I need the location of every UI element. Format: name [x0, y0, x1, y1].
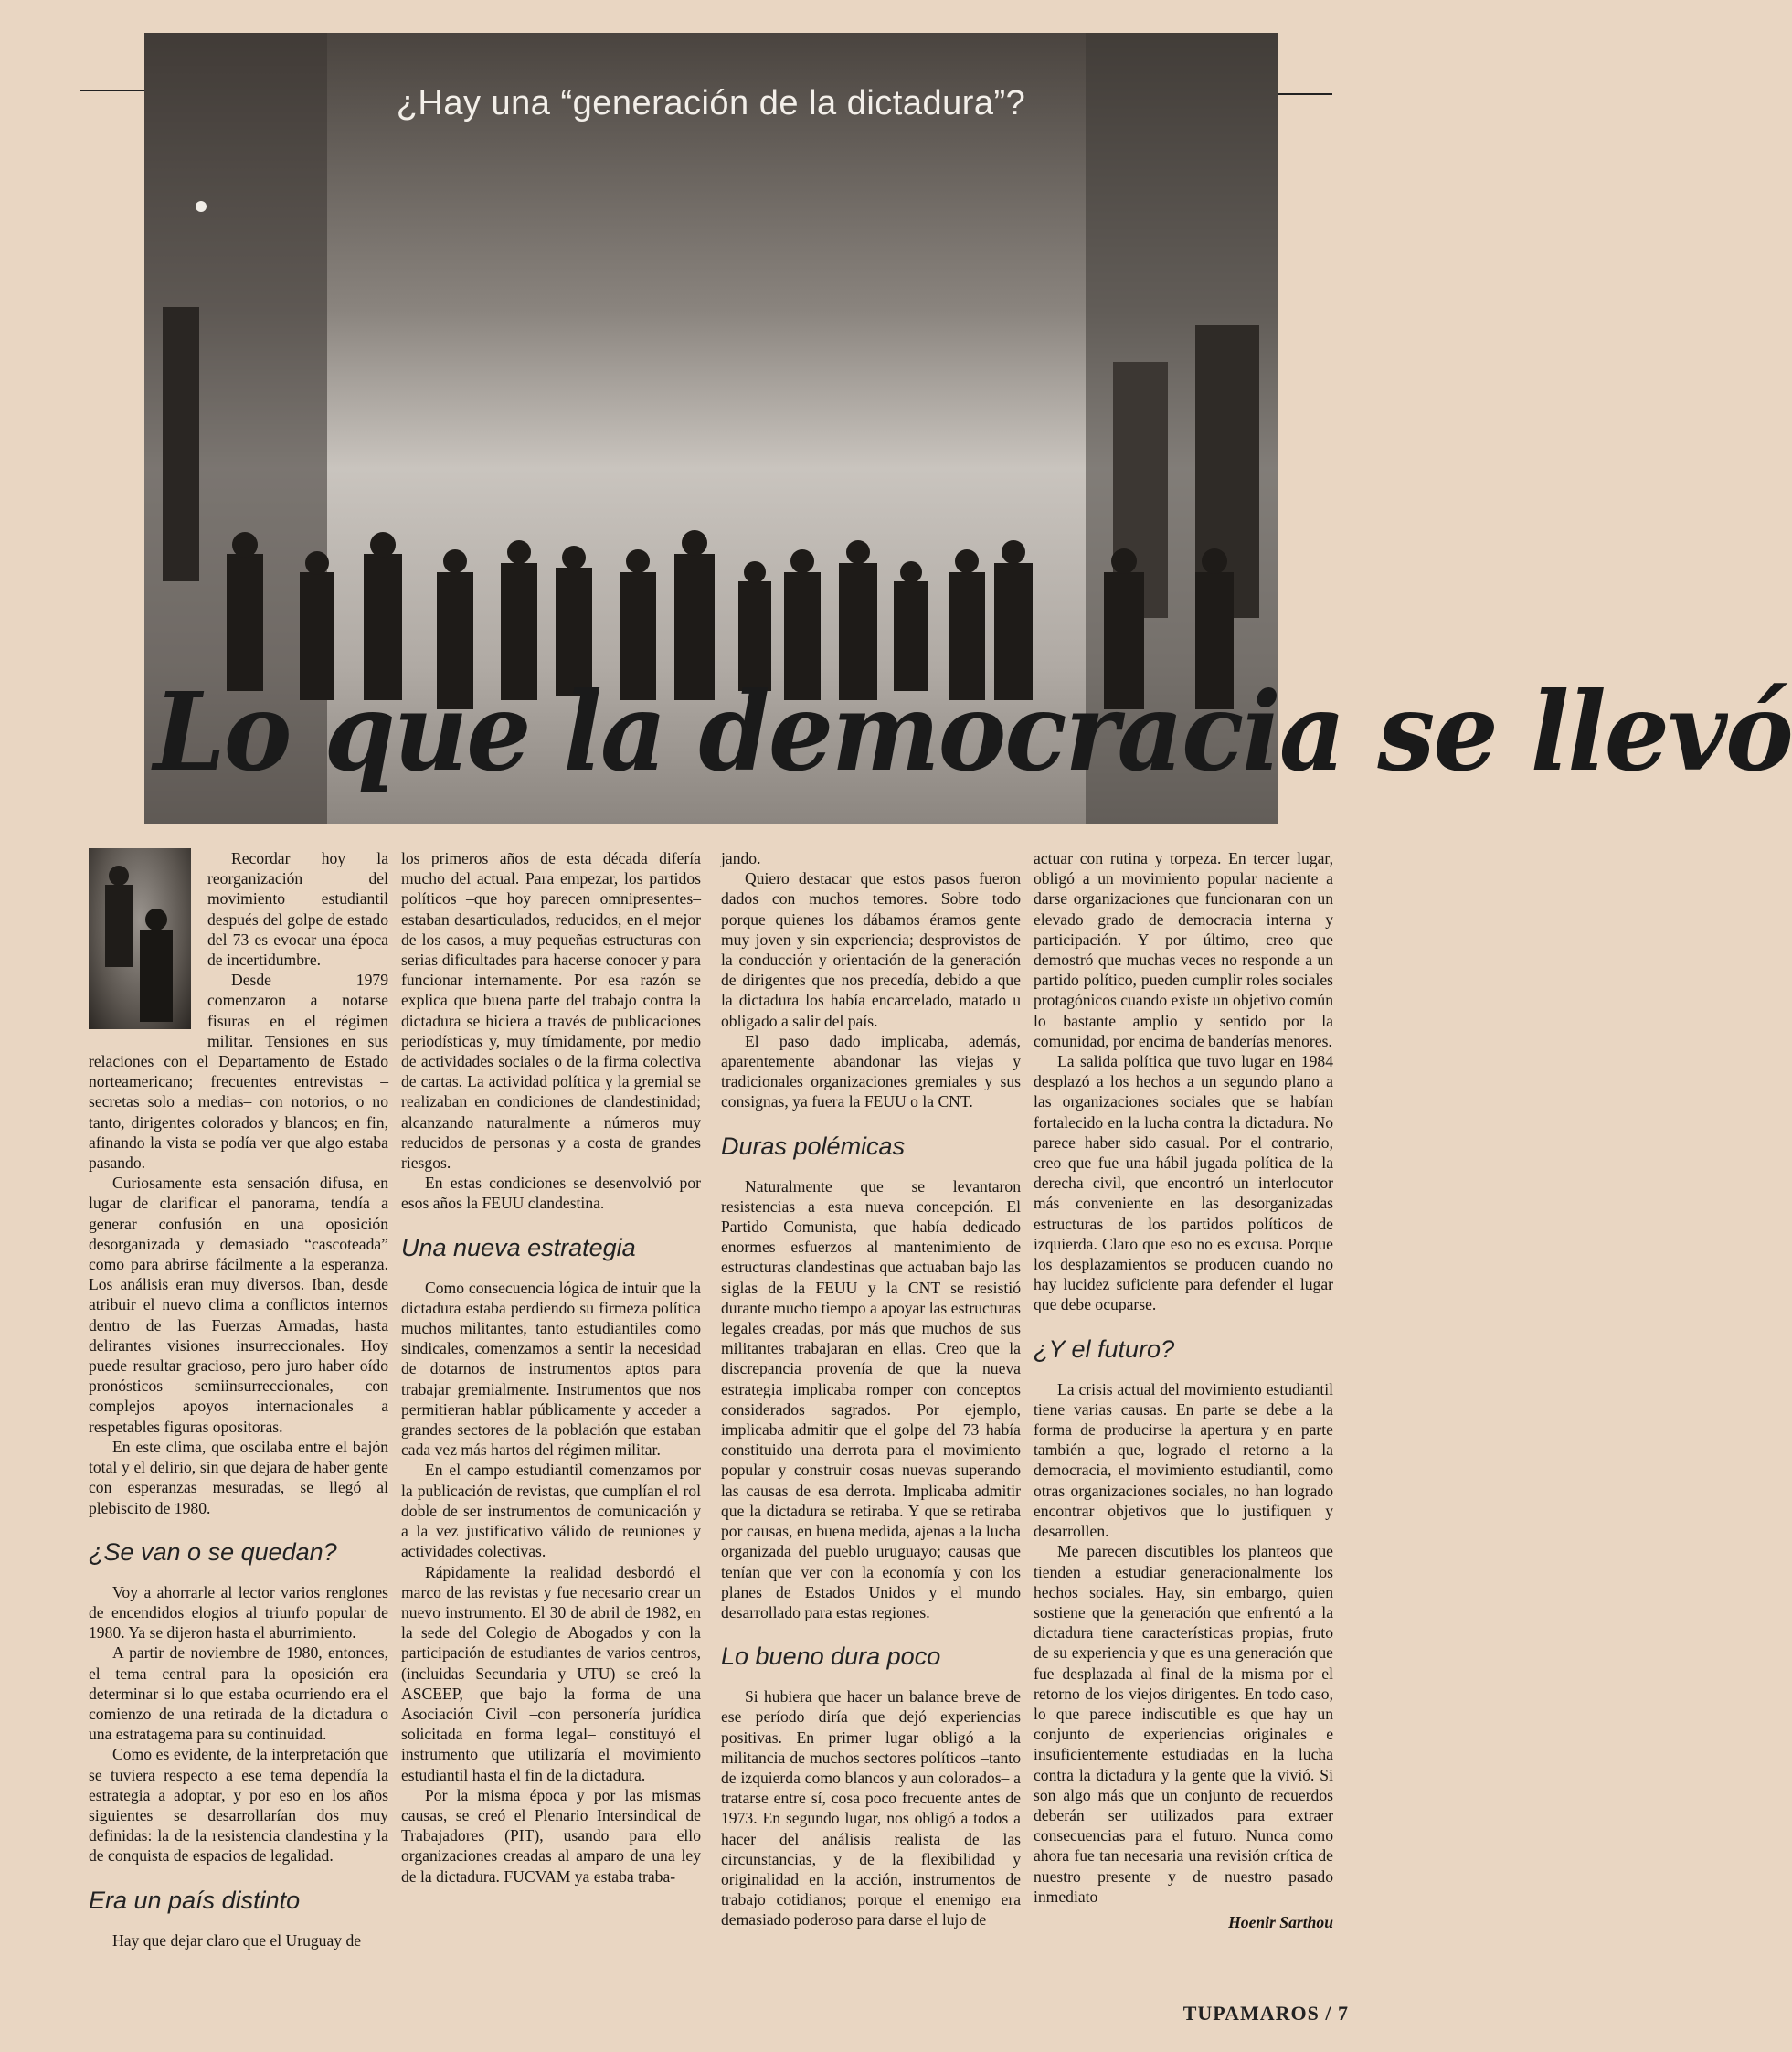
section-heading: Una nueva estrategia	[401, 1233, 636, 1261]
inset-photo	[89, 848, 191, 1029]
body-paragraph: Me parecen discutibles los planteos que tienden a estudiar generacionalmente los hechos sociales. Hay, sin embargo, quien sostiene que la generación que enfrentó a la dictadura tiene características propias, fruto de su experiencia y que es una generación que fue desplazada al final de la misma por el retorno de los viejos dirigentes. En todo caso, lo que parece indiscutible es que hay un conjunto de experiencias originales e insuficientemente estudiadas en la lucha contra la dictadura y la gente que la vivió. Si son algo más que un conjunto de recuerdos deberán ser utilizados para extraer consecuencias para el futuro. Nunca como ahora fue tan necesaria una revisión crítica de nuestro presente y de nuestro pasado inmediato	[1034, 1542, 1333, 1906]
intro-paragraph: Desde 1979 comenzaron a notarse fisuras en el régimen militar. Tensiones en sus relaciones con el Departamento de Estado norteamericano; frecuentes entrevistas –secretas solo a medias– con notorios, o no tanto, dirigentes colorados y blancos; en fin, afinando la vista se podía ver que algo estaba pasando.	[89, 971, 388, 1173]
body-paragraph: El paso dado implicaba, además, aparentemente abandonar las viejas y tradicionales organizaciones gremiales y sus consignas, ya fuera la FEUU o la CNT.	[721, 1031, 1021, 1111]
section-heading: Duras polémicas	[721, 1132, 906, 1160]
body-paragraph: los primeros años de esta década difería mucho del actual. Para empezar, los partidos políticos –que hoy parecen omnipresentes– estaban desarticulados, reducidos, en el mejor de los casos, a muy pequeñas estructuras con serias dificultades para hacerse conocer y para funcionar internamente. Por esa razón se explica que buena parte del trabajo contra la dictadura se hiciera a través de publicaciones periodísticas y, muy tímidamente, por medio de actividades sociales o de la firma colectiva de cartas. La actividad política y la gremial se realizaban en condiciones de clandestinidad; alcanzando naturalmente a números muy reducidos de personas y a costa de grandes riesgos.	[401, 849, 701, 1173]
intro-paragraph: Curiosamente esta sensación difusa, en lugar de clarificar el panorama, tendía a generar confusión en una oposición desorganizada y demasiado “cascoteada” como para abrirse fácilmente a la esperanza. Los análisis eran muy diversos. Iban, desde atribuir el nuevo clima a conflictos internos dentro de las Fuerzas Armadas, hasta delirantes visiones insurreccionales. Hoy puede resultar gracioso, pero juro haber oído pronósticos semiinsurreccionales, con complejos apoyos internacionales a respetables figuras opositoras.	[89, 1174, 388, 1436]
body-paragraph: La salida política que tuvo lugar en 1984 desplazó a los hechos a un segundo plano a las organizaciones sociales que se habían fortalecido en la lucha contra la dictadura. No parece haber sido casual. Por el contrario, creo que fue una hábil jugada política de la derecha civil, que encontró un interlocutor más conveniente en las desorganizadas estructuras de los partidos políticos de izquierda. Claro que eso no es excusa. Porque los desplazamientos se producen cuando no hay lucidez suficiente para defender el lugar que debe ocuparse.	[1034, 1052, 1333, 1314]
body-paragraph: Si hubiera que hacer un balance breve de ese período diría que dejó experiencias positivas. En primer lugar obligó a la militancia de muchos sectores políticos –tanto de izquierda como blancos y aun colorados– a tratarse entre sí, cosa poco frecuente antes de 1973. En segundo lugar, nos obligó a todos a hacer del análisis realista de las circunstancias, y de la flexibilidad y originalidad en la acción, instrumentos de trabajo cotidianos; porque el enemigo era demasiado poderoso para darse el lujo de	[721, 1687, 1021, 1930]
column-1	[89, 848, 388, 1951]
headline: ¿Hay una “generación de la dictadura”?	[396, 84, 1026, 122]
body-paragraph: A partir de noviembre de 1980, entonces, el tema central para la oposición era determinar si lo que estaba ocurriendo era el comienzo de una retirada de la dictadura o una estratagema para su continuidad.	[89, 1643, 388, 1744]
inset-photo-illustration	[89, 848, 191, 1029]
body-paragraph: actuar con rutina y torpeza. En tercer lugar, obligó a un movimiento popular naciente a darse organizaciones que funcionaran con un elevado grado de democracia interna y participación. Y por último, creo que demostró que muchas veces no responde a un partido político, pueden cumplir roles sociales protagónicos cuando existe un objetivo común lo bastante amplio y sentido por la comunidad, por encima de banderías menores.	[1034, 849, 1333, 1050]
column-4	[1034, 848, 1333, 1932]
author-signature: Hoenir Sarthou	[1228, 1912, 1333, 1931]
body-paragraph: Voy a ahorrarle al lector varios renglones de encendidos elogios al triunfo popular de 1980. Ya se dijeron hasta el aburrimiento.	[89, 1582, 388, 1643]
section-heading: Era un país distinto	[89, 1886, 301, 1914]
body-paragraph: En estas condiciones se desenvolvió por esos años la FEUU clandestina.	[401, 1174, 701, 1213]
body-paragraph: Como consecuencia lógica de intuir que la dictadura estaba perdiendo su firmeza política muchos militantes, tanto estudiantiles como sindicales, comenzamos a sentir la necesidad de dotarnos de instrumentos aptos para trabajar gremialmente. Instrumentos que nos permitieran hablar públicamente y acceder a grandes sectores de la población que estaban cada vez más hartos del régimen militar.	[401, 1278, 701, 1460]
body-paragraph: Como es evidente, de la interpretación que se tuviera respecto a ese tema dependía la estrategia a adoptar, y por eso en los años siguientes se desarrollarían dos muy definidas: la de la resistencia clandestina y la de conquista de espacios de legalidad.	[89, 1745, 388, 1866]
page-footer: TUPAMAROS / 7	[1182, 2002, 1349, 2025]
section-heading: ¿Y el futuro?	[1034, 1334, 1175, 1363]
intro-paragraph: En este clima, que oscilaba entre el bajón total y el delirio, sin que dejara de haber gente con esperanzas mesuradas, se llegó al plebiscito de 1980.	[89, 1437, 388, 1517]
header-rule-right	[1276, 93, 1332, 95]
body-paragraph: Por la misma época y por las mismas causas, se creó el Plenario Intersindical de Trabajadores (PIT), usando para ello organizaciones creadas al amparo de una ley de la dictadura. FUCVAM ya estaba traba-	[401, 1785, 701, 1886]
section-heading: Lo bueno dura poco	[721, 1643, 941, 1671]
body-paragraph: En el campo estudiantil comenzamos por la publicación de revistas, que cumplían el rol doble de ser instrumentos de comunicación y a la vez justificativo válido de reuniones y actividades colectivas.	[401, 1461, 701, 1561]
header-rule-left	[80, 90, 146, 91]
deck-title: Lo que la democracia se llevó	[154, 669, 1792, 796]
body-paragraph: Quiero destacar que estos pasos fueron dados con muchos temores. Sobre todo porque quienes los dábamos éramos gente muy joven y sin experiencia; desprovistos de la conducción y orientación de la generación de dirigentes que nos precedía, debido a que la dictadura los había encarcelado, matado u obligado a salir del país.	[721, 869, 1021, 1030]
body-paragraph: Naturalmente que se levantaron resistencias a esta nueva concepción. El Partido Comunista, que había dedicado enormes esfuerzos al mantenimiento de estructuras clandestinas que actuaban bajo las siglas de la FEUU y la CNT se resistió durante mucho tiempo a apoyar las estructuras legales creadas, por más que muchos de sus militantes trabajaran en ellas. Creo que la discrepancia provenía de que la nueva estrategia implicaba romper con conceptos considerados sagrados. Por ejemplo, implicaba admitir que el golpe del 73 había constituido una derrota para el movimiento popular y construir cosas nuevas superando las causas de esa derrota. Implicaba admitir que la dictadura se retiraba. Y que se retiraba por causas, en buena medida, ajenas a la lucha organizada del pueblo uruguayo; causas que tenían que ver con la economía y con los planes de Estados Unidos y el mundo desarrollado para estas regiones.	[721, 1176, 1021, 1621]
body-paragraph: Hay que dejar claro que el Uruguay de	[112, 1930, 362, 1950]
section-heading: ¿Se van o se quedan?	[89, 1537, 337, 1566]
body-paragraph: jando.	[721, 849, 761, 867]
column-2	[401, 848, 701, 1887]
protest-photo	[144, 33, 1792, 824]
body-paragraph: La crisis actual del movimiento estudiantil tiene varias causas. En parte se debe a la forma de producirse la apertura y en parte también a que, logrado el retorno a la democracia, el movimiento estudiantil, como otras organizaciones sociales, no han logrado encontrar objetivos que lo justifiquen y desarrollen.	[1034, 1379, 1333, 1541]
column-3	[721, 848, 1021, 1930]
intro-paragraph: Recordar hoy la reorganización del movimiento estudiantil después del golpe de estado del 73 es evocar una época de incertidumbre.	[207, 849, 388, 970]
body-paragraph: Rápidamente la realidad desbordó el marco de las revistas y fue necesario crear un nuevo instrumento. El 30 de abril de 1982, en la sede del Colegio de Abogados y con la participación de estudiantes de varios centros, (incluidas Secundaria y UTU) se creó la ASCEEP, que bajo la forma de una Asociación Civil –con personería jurídica solicitada en forma legal– constituyó el instrumento que utilizaría el movimiento estudiantil hasta el fin de la dictadura.	[401, 1562, 701, 1784]
